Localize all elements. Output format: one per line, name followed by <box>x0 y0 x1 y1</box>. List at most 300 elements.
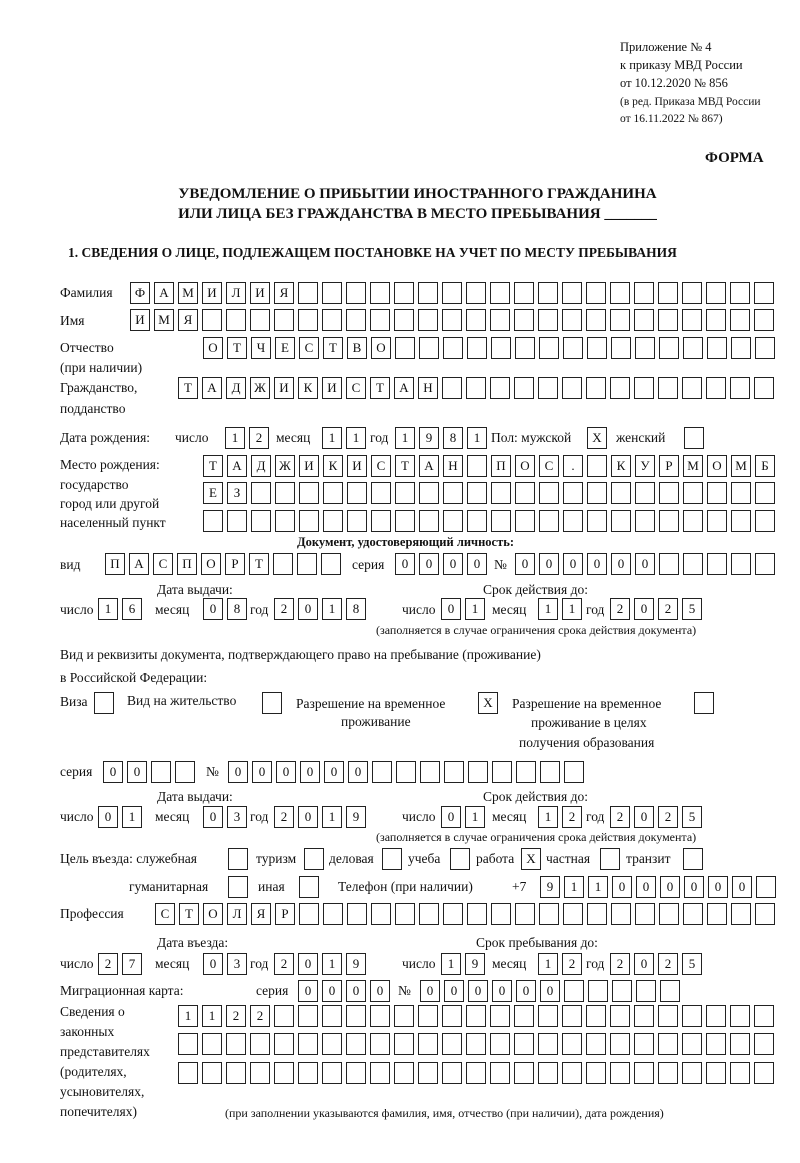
char-cell[interactable] <box>444 761 464 783</box>
char-cell[interactable]: 1 <box>346 427 366 449</box>
char-cell[interactable] <box>563 482 583 504</box>
char-cell[interactable] <box>322 309 342 331</box>
char-cell[interactable] <box>298 309 318 331</box>
char-cell[interactable]: X <box>521 848 541 870</box>
char-cell[interactable]: Т <box>395 455 415 477</box>
char-cell[interactable]: 0 <box>127 761 147 783</box>
char-cell[interactable]: Т <box>323 337 343 359</box>
char-cell[interactable] <box>730 1005 750 1027</box>
char-cell[interactable] <box>490 1005 510 1027</box>
char-cell[interactable]: 0 <box>515 553 535 575</box>
mc-number-field[interactable] <box>420 980 680 1002</box>
char-cell[interactable] <box>706 1005 726 1027</box>
char-cell[interactable]: Ж <box>250 377 270 399</box>
char-cell[interactable] <box>634 309 654 331</box>
char-cell[interactable]: Я <box>274 282 294 304</box>
char-cell[interactable] <box>394 282 414 304</box>
char-cell[interactable]: 0 <box>611 553 631 575</box>
char-cell[interactable] <box>298 1033 318 1055</box>
char-cell[interactable]: Н <box>418 377 438 399</box>
char-cell[interactable]: 1 <box>564 876 584 898</box>
char-cell[interactable]: Л <box>227 903 247 925</box>
char-cell[interactable] <box>322 1005 342 1027</box>
char-cell[interactable]: 9 <box>419 427 439 449</box>
char-cell[interactable]: А <box>419 455 439 477</box>
char-cell[interactable]: 2 <box>610 806 630 828</box>
char-cell[interactable]: Р <box>659 455 679 477</box>
char-cell[interactable]: X <box>478 692 498 714</box>
char-cell[interactable]: 0 <box>444 980 464 1002</box>
char-cell[interactable] <box>250 1033 270 1055</box>
char-cell[interactable]: 0 <box>708 876 728 898</box>
char-cell[interactable]: 1 <box>98 598 118 620</box>
char-cell[interactable]: О <box>707 455 727 477</box>
char-cell[interactable] <box>346 1062 366 1084</box>
char-cell[interactable]: 1 <box>178 1005 198 1027</box>
char-cell[interactable] <box>707 482 727 504</box>
char-cell[interactable] <box>514 309 534 331</box>
char-cell[interactable]: С <box>153 553 173 575</box>
char-cell[interactable] <box>443 903 463 925</box>
char-cell[interactable] <box>586 377 606 399</box>
char-cell[interactable] <box>562 377 582 399</box>
char-cell[interactable]: X <box>587 427 607 449</box>
char-cell[interactable] <box>370 1005 390 1027</box>
char-cell[interactable] <box>731 510 751 532</box>
char-cell[interactable] <box>587 903 607 925</box>
char-cell[interactable]: 2 <box>274 806 294 828</box>
char-cell[interactable] <box>514 377 534 399</box>
char-cell[interactable] <box>563 510 583 532</box>
char-cell[interactable] <box>563 337 583 359</box>
char-cell[interactable] <box>175 761 195 783</box>
char-cell[interactable]: 1 <box>538 806 558 828</box>
id-valid-month-field[interactable] <box>538 598 582 620</box>
char-cell[interactable] <box>250 309 270 331</box>
char-cell[interactable] <box>419 482 439 504</box>
char-cell[interactable] <box>754 309 774 331</box>
char-cell[interactable]: 2 <box>274 953 294 975</box>
char-cell[interactable]: А <box>202 377 222 399</box>
char-cell[interactable] <box>706 1062 726 1084</box>
char-cell[interactable] <box>611 510 631 532</box>
char-cell[interactable] <box>275 482 295 504</box>
char-cell[interactable]: 0 <box>203 806 223 828</box>
char-cell[interactable]: 2 <box>226 1005 246 1027</box>
char-cell[interactable]: 7 <box>122 953 142 975</box>
char-cell[interactable] <box>395 903 415 925</box>
char-cell[interactable]: 0 <box>441 806 461 828</box>
char-cell[interactable]: Я <box>251 903 271 925</box>
birthplace-field-3[interactable] <box>203 510 775 532</box>
char-cell[interactable] <box>538 282 558 304</box>
char-cell[interactable]: И <box>250 282 270 304</box>
char-cell[interactable] <box>262 692 282 714</box>
char-cell[interactable] <box>151 761 171 783</box>
char-cell[interactable] <box>635 337 655 359</box>
char-cell[interactable]: 0 <box>443 553 463 575</box>
surname-field[interactable] <box>130 282 774 304</box>
char-cell[interactable] <box>514 1033 534 1055</box>
char-cell[interactable] <box>707 903 727 925</box>
char-cell[interactable]: 1 <box>441 953 461 975</box>
id-issue-year-field[interactable] <box>274 598 366 620</box>
char-cell[interactable] <box>418 1062 438 1084</box>
char-cell[interactable]: 0 <box>732 876 752 898</box>
char-cell[interactable] <box>694 692 714 714</box>
char-cell[interactable] <box>611 337 631 359</box>
char-cell[interactable] <box>683 848 703 870</box>
char-cell[interactable]: 0 <box>98 806 118 828</box>
char-cell[interactable] <box>396 761 416 783</box>
char-cell[interactable] <box>754 282 774 304</box>
char-cell[interactable] <box>346 1005 366 1027</box>
char-cell[interactable] <box>730 1062 750 1084</box>
char-cell[interactable]: 0 <box>419 553 439 575</box>
char-cell[interactable]: 0 <box>252 761 272 783</box>
char-cell[interactable]: М <box>178 282 198 304</box>
char-cell[interactable] <box>658 1005 678 1027</box>
char-cell[interactable] <box>635 510 655 532</box>
char-cell[interactable] <box>346 309 366 331</box>
char-cell[interactable] <box>611 903 631 925</box>
char-cell[interactable] <box>298 1005 318 1027</box>
char-cell[interactable]: 0 <box>346 980 366 1002</box>
char-cell[interactable]: 1 <box>465 806 485 828</box>
char-cell[interactable] <box>539 337 559 359</box>
purpose-transit-checkbox[interactable] <box>683 848 703 870</box>
char-cell[interactable] <box>539 903 559 925</box>
char-cell[interactable] <box>490 282 510 304</box>
char-cell[interactable] <box>610 1005 630 1027</box>
char-cell[interactable] <box>250 1062 270 1084</box>
char-cell[interactable] <box>587 482 607 504</box>
char-cell[interactable]: Ф <box>130 282 150 304</box>
char-cell[interactable] <box>322 1033 342 1055</box>
char-cell[interactable]: . <box>563 455 583 477</box>
char-cell[interactable] <box>394 1062 414 1084</box>
char-cell[interactable] <box>636 980 656 1002</box>
char-cell[interactable]: 8 <box>443 427 463 449</box>
id-number-field[interactable] <box>515 553 775 575</box>
char-cell[interactable]: 0 <box>203 598 223 620</box>
char-cell[interactable] <box>418 1033 438 1055</box>
char-cell[interactable] <box>467 482 487 504</box>
char-cell[interactable] <box>467 903 487 925</box>
char-cell[interactable] <box>659 903 679 925</box>
char-cell[interactable] <box>178 1033 198 1055</box>
char-cell[interactable] <box>372 761 392 783</box>
char-cell[interactable] <box>610 1033 630 1055</box>
char-cell[interactable]: О <box>371 337 391 359</box>
char-cell[interactable]: Р <box>275 903 295 925</box>
char-cell[interactable] <box>635 903 655 925</box>
char-cell[interactable] <box>442 1005 462 1027</box>
char-cell[interactable]: 2 <box>249 427 269 449</box>
char-cell[interactable]: 0 <box>322 980 342 1002</box>
char-cell[interactable] <box>491 337 511 359</box>
char-cell[interactable] <box>304 848 324 870</box>
char-cell[interactable]: 2 <box>610 953 630 975</box>
char-cell[interactable] <box>382 848 402 870</box>
char-cell[interactable]: 0 <box>276 761 296 783</box>
char-cell[interactable]: 0 <box>492 980 512 1002</box>
char-cell[interactable] <box>371 510 391 532</box>
char-cell[interactable] <box>450 848 470 870</box>
char-cell[interactable] <box>466 1005 486 1027</box>
char-cell[interactable] <box>634 1005 654 1027</box>
char-cell[interactable]: 1 <box>538 953 558 975</box>
char-cell[interactable] <box>492 761 512 783</box>
char-cell[interactable]: И <box>322 377 342 399</box>
char-cell[interactable] <box>371 903 391 925</box>
char-cell[interactable] <box>202 1033 222 1055</box>
char-cell[interactable] <box>299 903 319 925</box>
char-cell[interactable]: Т <box>370 377 390 399</box>
char-cell[interactable]: 2 <box>658 953 678 975</box>
char-cell[interactable]: И <box>347 455 367 477</box>
reps-field-2[interactable] <box>178 1033 774 1055</box>
char-cell[interactable]: З <box>227 482 247 504</box>
rd-number-field[interactable] <box>228 761 584 783</box>
purpose-other-checkbox[interactable] <box>299 876 319 898</box>
char-cell[interactable]: С <box>346 377 366 399</box>
char-cell[interactable]: 0 <box>634 953 654 975</box>
purpose-work-checkbox[interactable] <box>521 848 541 870</box>
char-cell[interactable]: 0 <box>370 980 390 1002</box>
char-cell[interactable] <box>297 553 317 575</box>
char-cell[interactable]: О <box>515 455 535 477</box>
char-cell[interactable]: 1 <box>322 953 342 975</box>
char-cell[interactable]: 0 <box>468 980 488 1002</box>
char-cell[interactable]: 8 <box>227 598 247 620</box>
char-cell[interactable]: 0 <box>636 876 656 898</box>
char-cell[interactable] <box>659 482 679 504</box>
char-cell[interactable] <box>418 1005 438 1027</box>
char-cell[interactable] <box>419 337 439 359</box>
char-cell[interactable]: 1 <box>322 598 342 620</box>
char-cell[interactable]: К <box>323 455 343 477</box>
char-cell[interactable] <box>682 309 702 331</box>
char-cell[interactable] <box>659 337 679 359</box>
char-cell[interactable] <box>515 903 535 925</box>
char-cell[interactable] <box>203 510 223 532</box>
reps-field-3[interactable] <box>178 1062 774 1084</box>
char-cell[interactable]: 0 <box>298 953 318 975</box>
char-cell[interactable]: У <box>635 455 655 477</box>
char-cell[interactable] <box>442 1033 462 1055</box>
char-cell[interactable] <box>586 1062 606 1084</box>
char-cell[interactable]: 9 <box>465 953 485 975</box>
char-cell[interactable] <box>730 377 750 399</box>
char-cell[interactable] <box>346 1033 366 1055</box>
char-cell[interactable] <box>756 876 776 898</box>
char-cell[interactable]: 0 <box>635 553 655 575</box>
char-cell[interactable] <box>299 876 319 898</box>
char-cell[interactable] <box>467 337 487 359</box>
char-cell[interactable] <box>635 482 655 504</box>
char-cell[interactable] <box>755 510 775 532</box>
char-cell[interactable] <box>730 282 750 304</box>
char-cell[interactable] <box>562 1033 582 1055</box>
char-cell[interactable] <box>660 980 680 1002</box>
char-cell[interactable] <box>659 553 679 575</box>
char-cell[interactable]: Д <box>226 377 246 399</box>
char-cell[interactable] <box>491 903 511 925</box>
char-cell[interactable]: 1 <box>562 598 582 620</box>
char-cell[interactable] <box>730 1033 750 1055</box>
purpose-business-checkbox[interactable] <box>382 848 402 870</box>
char-cell[interactable] <box>755 903 775 925</box>
char-cell[interactable] <box>707 510 727 532</box>
char-cell[interactable]: 2 <box>562 806 582 828</box>
char-cell[interactable] <box>538 1062 558 1084</box>
char-cell[interactable]: 0 <box>324 761 344 783</box>
purpose-humanitarian-checkbox[interactable] <box>228 876 248 898</box>
char-cell[interactable] <box>611 482 631 504</box>
char-cell[interactable] <box>600 848 620 870</box>
char-cell[interactable] <box>707 337 727 359</box>
char-cell[interactable] <box>706 1033 726 1055</box>
char-cell[interactable] <box>371 482 391 504</box>
char-cell[interactable]: 1 <box>467 427 487 449</box>
char-cell[interactable] <box>587 337 607 359</box>
char-cell[interactable]: Т <box>249 553 269 575</box>
char-cell[interactable] <box>683 903 703 925</box>
char-cell[interactable] <box>684 427 704 449</box>
char-cell[interactable]: П <box>177 553 197 575</box>
char-cell[interactable]: К <box>298 377 318 399</box>
temp-residence-checkbox[interactable] <box>478 692 498 714</box>
char-cell[interactable]: Я <box>178 309 198 331</box>
char-cell[interactable] <box>755 482 775 504</box>
char-cell[interactable] <box>394 1005 414 1027</box>
birthplace-field-1[interactable] <box>203 455 775 477</box>
char-cell[interactable] <box>658 282 678 304</box>
char-cell[interactable] <box>564 980 584 1002</box>
birth-day-field[interactable] <box>225 427 269 449</box>
char-cell[interactable] <box>370 282 390 304</box>
char-cell[interactable] <box>516 761 536 783</box>
char-cell[interactable]: С <box>371 455 391 477</box>
char-cell[interactable] <box>251 510 271 532</box>
char-cell[interactable]: А <box>129 553 149 575</box>
char-cell[interactable] <box>395 510 415 532</box>
char-cell[interactable] <box>515 482 535 504</box>
char-cell[interactable] <box>514 1005 534 1027</box>
char-cell[interactable] <box>443 510 463 532</box>
char-cell[interactable] <box>491 482 511 504</box>
char-cell[interactable] <box>612 980 632 1002</box>
char-cell[interactable]: И <box>274 377 294 399</box>
char-cell[interactable]: И <box>202 282 222 304</box>
char-cell[interactable] <box>588 980 608 1002</box>
char-cell[interactable]: 0 <box>441 598 461 620</box>
char-cell[interactable]: 0 <box>420 980 440 1002</box>
char-cell[interactable]: 2 <box>610 598 630 620</box>
char-cell[interactable]: 0 <box>634 806 654 828</box>
char-cell[interactable]: 1 <box>122 806 142 828</box>
sex-male-checkbox[interactable] <box>587 427 607 449</box>
char-cell[interactable] <box>347 510 367 532</box>
char-cell[interactable] <box>346 282 366 304</box>
char-cell[interactable]: 5 <box>682 953 702 975</box>
char-cell[interactable] <box>658 377 678 399</box>
char-cell[interactable] <box>274 1033 294 1055</box>
char-cell[interactable] <box>274 309 294 331</box>
char-cell[interactable] <box>251 482 271 504</box>
char-cell[interactable]: В <box>347 337 367 359</box>
char-cell[interactable] <box>418 309 438 331</box>
char-cell[interactable] <box>466 1062 486 1084</box>
char-cell[interactable] <box>754 1033 774 1055</box>
char-cell[interactable] <box>634 1062 654 1084</box>
char-cell[interactable]: 1 <box>225 427 245 449</box>
char-cell[interactable]: М <box>683 455 703 477</box>
char-cell[interactable]: К <box>611 455 631 477</box>
char-cell[interactable] <box>274 1062 294 1084</box>
char-cell[interactable] <box>683 482 703 504</box>
char-cell[interactable] <box>538 377 558 399</box>
char-cell[interactable] <box>610 309 630 331</box>
char-cell[interactable]: 0 <box>103 761 123 783</box>
stay-month-field[interactable] <box>538 953 582 975</box>
char-cell[interactable] <box>634 282 654 304</box>
char-cell[interactable] <box>755 553 775 575</box>
char-cell[interactable] <box>347 903 367 925</box>
char-cell[interactable] <box>442 309 462 331</box>
char-cell[interactable]: М <box>154 309 174 331</box>
char-cell[interactable] <box>466 282 486 304</box>
char-cell[interactable] <box>514 282 534 304</box>
char-cell[interactable] <box>299 482 319 504</box>
char-cell[interactable]: Д <box>251 455 271 477</box>
char-cell[interactable] <box>538 309 558 331</box>
char-cell[interactable] <box>634 1033 654 1055</box>
char-cell[interactable] <box>443 482 463 504</box>
char-cell[interactable] <box>659 510 679 532</box>
char-cell[interactable] <box>658 1033 678 1055</box>
char-cell[interactable] <box>658 309 678 331</box>
char-cell[interactable]: 0 <box>684 876 704 898</box>
char-cell[interactable] <box>467 455 487 477</box>
char-cell[interactable] <box>586 1033 606 1055</box>
char-cell[interactable]: 0 <box>228 761 248 783</box>
char-cell[interactable] <box>514 1062 534 1084</box>
char-cell[interactable]: 1 <box>322 806 342 828</box>
purpose-private-checkbox[interactable] <box>600 848 620 870</box>
char-cell[interactable] <box>468 761 488 783</box>
char-cell[interactable] <box>539 482 559 504</box>
char-cell[interactable] <box>587 455 607 477</box>
char-cell[interactable] <box>731 337 751 359</box>
char-cell[interactable] <box>347 482 367 504</box>
stay-day-field[interactable] <box>441 953 485 975</box>
char-cell[interactable]: 1 <box>202 1005 222 1027</box>
char-cell[interactable] <box>298 282 318 304</box>
char-cell[interactable] <box>683 510 703 532</box>
char-cell[interactable]: А <box>227 455 247 477</box>
char-cell[interactable] <box>490 1062 510 1084</box>
char-cell[interactable]: 1 <box>465 598 485 620</box>
char-cell[interactable] <box>682 1062 702 1084</box>
char-cell[interactable] <box>323 903 343 925</box>
char-cell[interactable] <box>610 282 630 304</box>
char-cell[interactable]: П <box>491 455 511 477</box>
entry-month-field[interactable] <box>203 953 247 975</box>
char-cell[interactable] <box>395 482 415 504</box>
char-cell[interactable] <box>228 848 248 870</box>
